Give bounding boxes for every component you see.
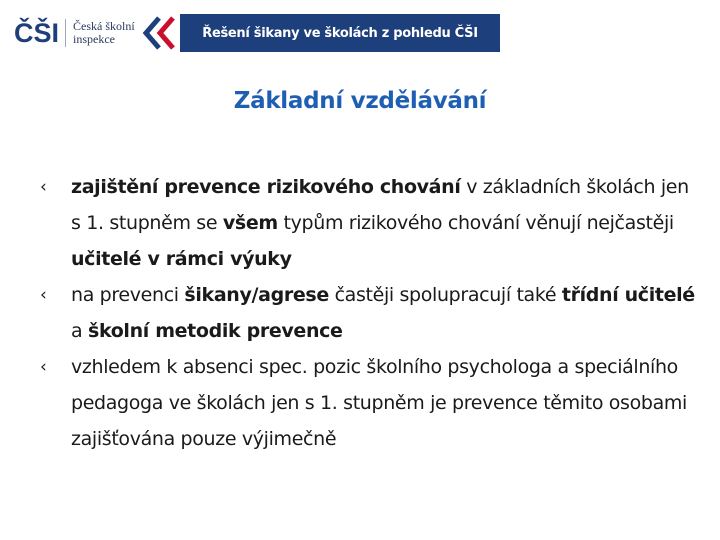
bullet-text-bold: třídní učitelé — [561, 284, 695, 306]
chevron-left-icon: ‹ — [40, 285, 47, 305]
bullet-item — [40, 169, 700, 277]
bullet-item — [40, 349, 700, 457]
bullet-list — [40, 169, 700, 457]
csi-logo — [14, 18, 135, 48]
logo-text — [73, 20, 135, 46]
bullet-text-bold: všem — [222, 212, 278, 234]
header-banner: Řešení šikany ve školách z pohledu ČŠI — [180, 14, 500, 52]
bullet-item — [40, 277, 700, 349]
bullet-text: vzhledem k absenci spec. pozic školního psychologa a speciálního pedagoga ve školách jen s 1. stupněm je prevence těmito osobami zajišťována pouze výjimečně — [71, 356, 687, 450]
bullet-text-bold: zajištění prevence rizikového chování — [71, 176, 461, 198]
logo-line-2: inspekce — [73, 32, 115, 46]
bullet-text: častěji spolupracují také — [328, 284, 562, 306]
bullet-text: na prevenci — [71, 284, 185, 306]
bullet-text-bold: šikany/agrese — [184, 284, 329, 306]
chevron-left-icon: ‹ — [40, 357, 47, 377]
slide-header — [0, 0, 720, 68]
bullet-text: a — [71, 320, 88, 342]
bullet-text-bold: učitelé v rámci výuky — [71, 248, 292, 270]
slide-title: Základní vzdělávání — [233, 88, 487, 114]
logo-divider — [65, 19, 66, 47]
logo-mark: ČŠI — [14, 18, 60, 48]
bullet-text: typům rizikového chování věnují nejčastěji — [277, 212, 674, 234]
double-chevron-icon — [140, 14, 178, 52]
logo-line-1: Česká školní — [73, 19, 135, 33]
bullet-text-bold: školní metodik prevence — [87, 320, 343, 342]
bullet-text: v základních školách jen s 1. stupněm se — [71, 176, 689, 234]
chevron-left-icon: ‹ — [40, 177, 47, 197]
